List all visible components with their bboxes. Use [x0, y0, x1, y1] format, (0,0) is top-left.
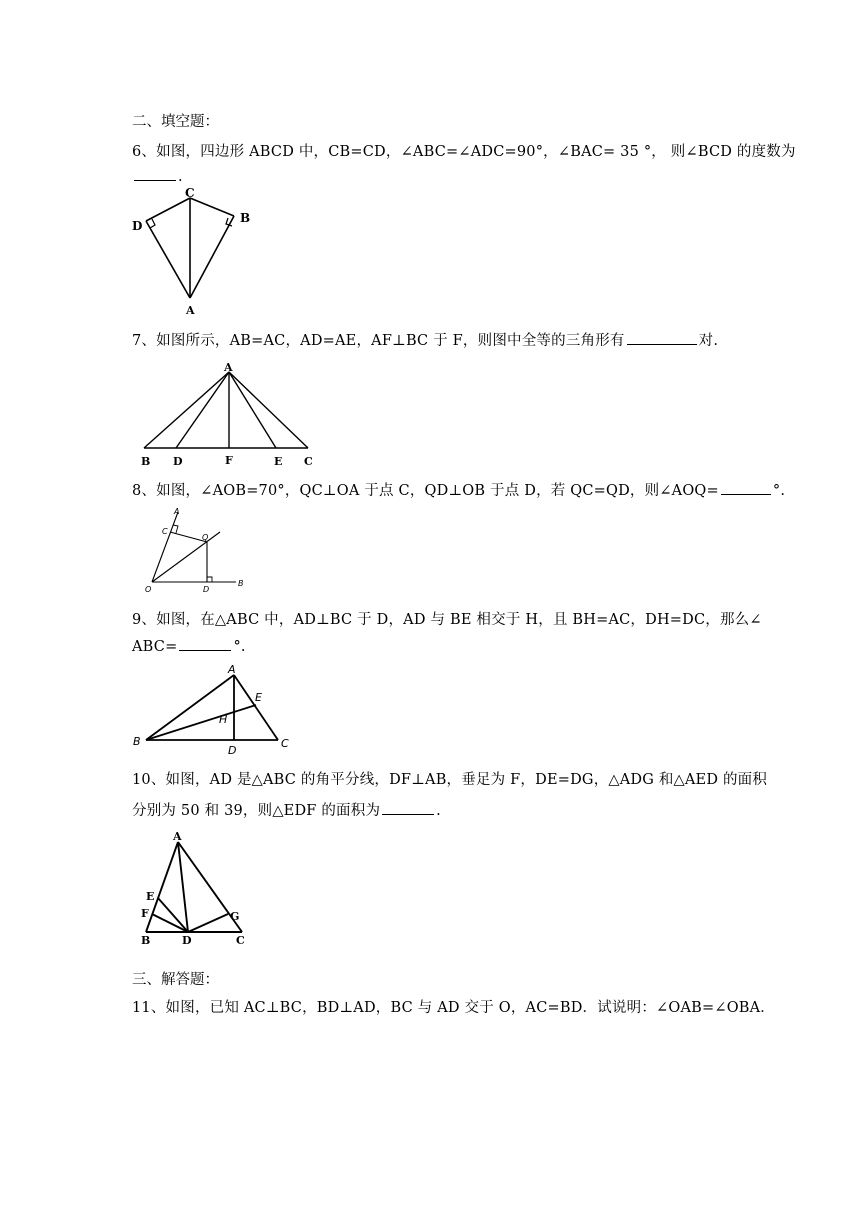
question-11-text: 11、如图，已知 AC⊥BC，BD⊥AD，BC 与 AD 交于 O，AC=BD．试说明：∠OAB=∠OBA．	[132, 1000, 776, 1016]
segment-cb	[190, 198, 234, 216]
segment-be	[146, 705, 256, 740]
label-b: B	[133, 735, 141, 748]
label-c: C	[236, 934, 245, 947]
question-10-text: 10、如图，AD 是△ABC 的角平分线，DF⊥AB，垂足为 F，DE=DG，△ADG 和△AED 的面积	[132, 772, 768, 788]
figure-angle-aob	[140, 506, 260, 596]
label-c: C	[162, 527, 168, 536]
segment-ba	[190, 216, 234, 298]
label-f: F	[141, 907, 149, 920]
question-6-line2: .	[132, 166, 183, 187]
section-title-fill: 二、填空题：	[132, 114, 219, 130]
label-h: H	[219, 713, 228, 726]
label-b: B	[238, 579, 244, 588]
label-a: A	[173, 830, 182, 843]
section-title-answer: 三、解答题：	[132, 972, 219, 988]
figure-isosceles-triangle-abc	[136, 360, 326, 472]
label-b: B	[141, 455, 151, 468]
question-8-answer-blank[interactable]	[721, 480, 771, 495]
label-a: A	[228, 663, 236, 676]
label-e: E	[146, 890, 155, 903]
question-9-text: 9、如图，在△ABC 中，AD⊥BC 于 D，AD 与 BE 相交于 H，且 BH=AC，DH=DC，那么∠	[132, 612, 762, 628]
label-d: D	[173, 455, 183, 468]
label-a: A	[224, 361, 233, 374]
label-a: A	[186, 304, 195, 316]
label-f: F	[225, 454, 233, 467]
label-c: C	[185, 186, 195, 200]
label-d: D	[132, 219, 143, 233]
label-c: C	[304, 455, 313, 468]
label-o: O	[145, 585, 152, 594]
segment-da	[146, 221, 190, 298]
right-angle-mark-d	[150, 219, 155, 228]
question-8-text: 8、如图，∠AOB=70°，QC⊥OA 于点 C，QD⊥OB 于点 D，若 QC=QD，则∠AOQ= °.	[132, 480, 785, 501]
label-e: E	[255, 691, 262, 704]
segment-cd	[146, 198, 190, 221]
segment-ab	[146, 675, 234, 740]
label-e: E	[274, 455, 283, 468]
label-d: D	[182, 934, 192, 947]
label-d: D	[228, 744, 237, 756]
question-10-answer-blank[interactable]	[382, 800, 434, 815]
figure-quadrilateral-abcd	[128, 186, 268, 316]
ray-oa	[152, 512, 178, 582]
segment-ac	[234, 675, 278, 740]
ray-oq	[152, 532, 220, 582]
segment-df	[152, 914, 188, 932]
label-g: G	[230, 910, 240, 923]
question-7-answer-blank[interactable]	[627, 330, 697, 345]
label-d: D	[203, 585, 210, 594]
label-b: B	[240, 211, 251, 225]
question-9-line2: ABC= °.	[132, 636, 246, 657]
label-q: Q	[202, 533, 209, 542]
segment-ab	[144, 372, 229, 448]
segment-ad	[176, 372, 229, 448]
question-10-line2: 分别为 50 和 39，则△EDF 的面积为 .	[132, 800, 441, 821]
figure-angle-bisector-ad	[136, 826, 256, 950]
segment-de	[158, 898, 188, 932]
question-6-answer-blank[interactable]	[134, 166, 176, 181]
right-angle-mark-d	[207, 577, 212, 582]
question-6-text: 6、如图，四边形 ABCD 中，CB=CD，∠ABC=∠ADC=90°，∠BAC= 35 °， 则∠BCD 的度数为	[132, 144, 796, 160]
question-7-text: 7、如图所示，AB=AC，AD=AE，AF⊥BC 于 F，则图中全等的三角形有 对.	[132, 330, 718, 351]
question-9-answer-blank[interactable]	[179, 636, 231, 651]
segment-dg	[188, 914, 228, 932]
figure-triangle-abc-altitude	[128, 660, 298, 756]
label-c: C	[281, 737, 289, 750]
label-b: B	[141, 934, 151, 947]
label-a: A	[174, 507, 180, 516]
right-angle-mark-c	[173, 525, 178, 533]
